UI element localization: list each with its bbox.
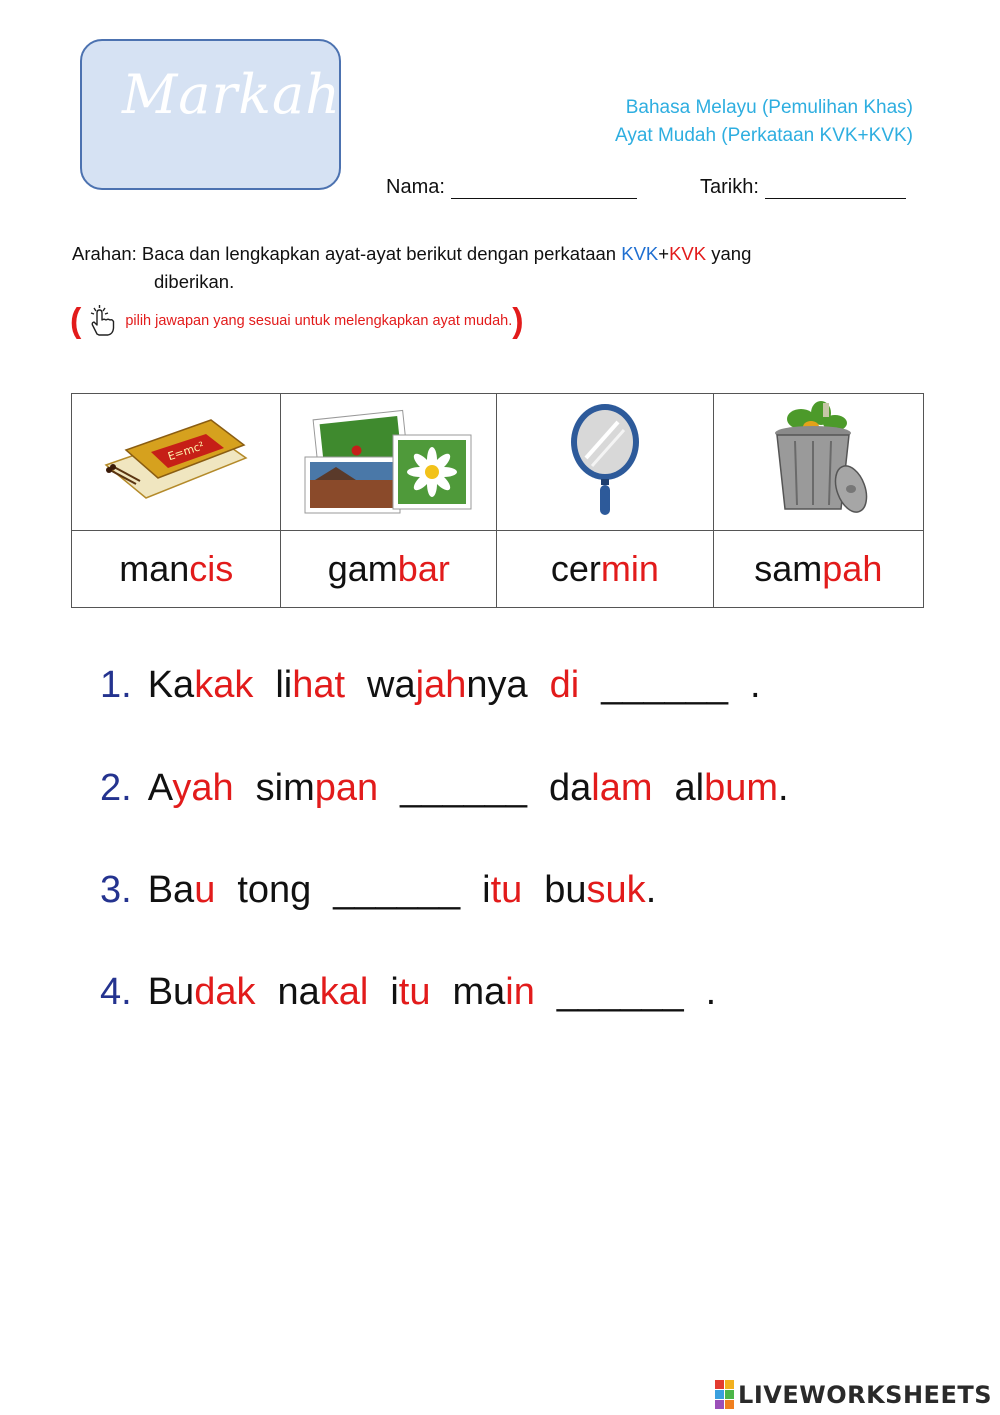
syllable-1: gam: [327, 548, 398, 589]
name-blank[interactable]: [451, 178, 637, 199]
answer-blank[interactable]: ______: [333, 869, 461, 911]
logo-text: LIVEWORKSHEETS: [738, 1380, 992, 1409]
word: album: [674, 767, 778, 809]
subject-header: [615, 94, 913, 150]
word: itu: [390, 971, 431, 1013]
matchbox-formula: E=mc²: [166, 438, 206, 463]
word: Bau: [147, 869, 216, 911]
hint-text: pilih jawapan yang sesuai untuk melengkapkan ayat mudah.: [125, 313, 513, 329]
answer-blank[interactable]: ______: [556, 971, 684, 1013]
answer-blank[interactable]: ______: [400, 767, 527, 809]
word: busuk: [544, 869, 646, 911]
photos-image: [301, 405, 476, 515]
picture-cell-photos: [281, 394, 497, 531]
instructions: [72, 240, 932, 296]
word: Budak: [147, 971, 256, 1013]
instruction-text: Baca dan lengkapkan ayat-ayat berikut dengan perkataan: [136, 243, 622, 264]
question-4: [100, 971, 716, 1014]
picture-cell-matchbox: [72, 394, 281, 531]
syllable-1: sam: [754, 548, 823, 589]
word: lihat: [275, 664, 346, 706]
logo-cubes-icon: [715, 1380, 734, 1409]
matchbox-image: [96, 410, 256, 510]
word-mancis[interactable]: [72, 531, 281, 608]
date-field[interactable]: [700, 176, 906, 199]
plus-sign: +: [658, 243, 670, 264]
marks-box: [80, 39, 341, 190]
word-cermin[interactable]: [497, 531, 713, 608]
name-field[interactable]: [386, 176, 637, 199]
word: Ayah: [147, 767, 234, 809]
full-stop: .: [705, 971, 717, 1013]
instruction-line-2: diberikan.: [154, 271, 235, 292]
word-sampah[interactable]: [713, 531, 923, 608]
syllable-2: cis: [189, 548, 234, 589]
question-number: 4.: [100, 971, 132, 1013]
kvk-blue: KVK: [621, 243, 659, 264]
trash-bin-image: [763, 397, 873, 522]
full-stop: .: [750, 664, 761, 706]
word: simpan: [255, 767, 379, 809]
word: main: [452, 971, 535, 1013]
question-number: 1.: [100, 664, 132, 706]
paren-open: (: [70, 302, 82, 340]
date-label: Tarikh:: [700, 176, 759, 198]
question-3: [100, 869, 656, 912]
word: tong: [237, 869, 312, 911]
date-blank[interactable]: [765, 178, 906, 199]
answer-blank[interactable]: ______: [601, 664, 729, 706]
question-1: [100, 664, 761, 707]
full-stop: .: [778, 767, 789, 809]
word: nakal: [277, 971, 369, 1013]
name-label: Nama:: [386, 176, 445, 198]
word-gambar[interactable]: [281, 531, 497, 608]
subject-line-2: Ayat Mudah (Perkataan KVK+KVK): [614, 125, 913, 146]
picture-cell-trash: [713, 394, 923, 531]
question-number: 3.: [100, 869, 132, 911]
word: Kakak: [147, 664, 254, 706]
syllable-2: bar: [397, 548, 450, 589]
word-table: [71, 393, 924, 608]
picture-cell-mirror: [497, 394, 713, 531]
syllable-2: pah: [822, 548, 883, 589]
question-2: [100, 767, 789, 810]
marks-label: Markah: [122, 63, 341, 126]
syllable-1: man: [119, 548, 190, 589]
word: itu: [482, 869, 523, 911]
hint-line: [70, 304, 524, 338]
syllable-2: min: [600, 548, 659, 589]
mirror-image: [560, 400, 650, 520]
paren-close: ): [512, 302, 524, 340]
syllable-1: cer: [550, 548, 601, 589]
pointing-hand-icon: [85, 304, 119, 338]
word: wajahnya: [367, 664, 528, 706]
kvk-red: KVK: [669, 243, 707, 264]
instruction-text-end: yang: [706, 243, 752, 264]
full-stop: .: [645, 869, 657, 911]
subject-line-1: Bahasa Melayu (Pemulihan Khas): [625, 97, 913, 118]
word: di: [549, 664, 580, 706]
liveworksheets-logo: [715, 1380, 992, 1409]
question-number: 2.: [100, 767, 132, 809]
word: dalam: [548, 767, 653, 809]
instruction-label: Arahan:: [72, 243, 137, 264]
